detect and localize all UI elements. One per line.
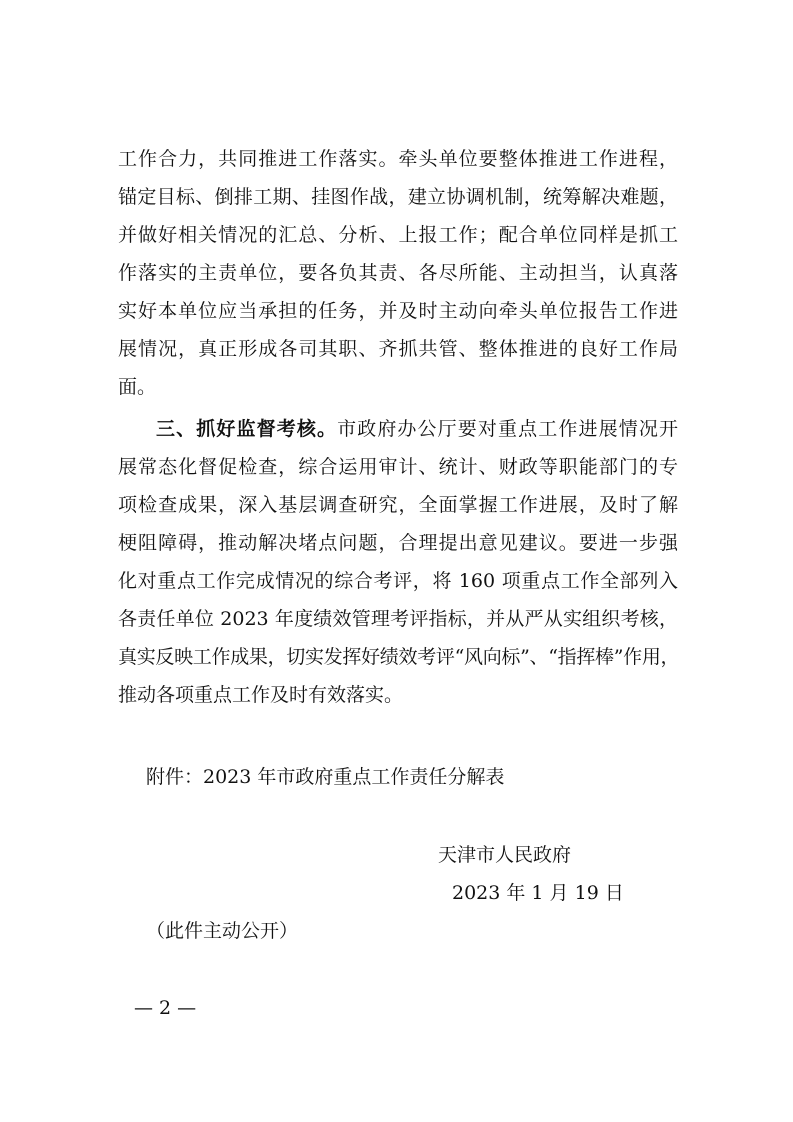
paragraph-line: 展常态化督促检查，综合运用审计、统计、财政等职能部门的专 [118,456,678,478]
paragraph-line: 实好本单位应当承担的任务，并及时主动向牵头单位报告工作进 [118,300,678,322]
paragraph-line: 化对重点工作完成情况的综合考评，将 160 项重点工作全部列入 [118,570,678,592]
paragraph-line: 工作合力，共同推进工作落实。牵头单位要整体推进工作进程， [118,148,678,170]
disclosure-note: （此件主动公开） [146,920,299,942]
paragraph-line: 真实反映工作成果，切实发挥好绩效考评“风向标”、“指挥棒”作用， [118,646,680,668]
paragraph-line: 作落实的主责单位，要各负其责、各尽所能、主动担当，认真落 [118,262,678,284]
page-number: — 2 — [134,997,197,1019]
paragraph-line: 梗阻障碍，推动解决堵点问题，合理提出意见建议。要进一步强 [118,532,678,554]
paragraph-first-line [156,417,678,441]
paragraph-line: 推动各项重点工作及时有效落实。 [118,684,404,706]
paragraph-line: 项检查成果，深入基层调查研究，全面掌握工作进展，及时了解 [118,494,678,516]
paragraph-line: 各责任单位 2023 年度绩效管理考评指标，并从严从实组织考核， [118,608,678,630]
paragraph-line: 面。 [118,376,157,398]
paragraph-line: 展情况，真正形成各司其职、齐抓共管、整体推进的良好工作局 [118,338,678,360]
issue-date: 2023 年 1 月 19 日 [452,882,624,904]
paragraph-line: 并做好相关情况的汇总、分析、上报工作；配合单位同样是抓工 [118,224,678,246]
paragraph-line: 锚定目标、倒排工期、挂图作战，建立协调机制，统筹解决难题， [118,186,678,208]
issuing-organization: 天津市人民政府 [438,844,572,866]
section-heading: 三、抓好监督考核。 [156,418,338,440]
attachment-note: 附件：2023 年市政府重点工作责任分解表 [146,766,505,788]
paragraph-text: 市政府办公厅要对重点工作进展情况开 [337,418,678,440]
